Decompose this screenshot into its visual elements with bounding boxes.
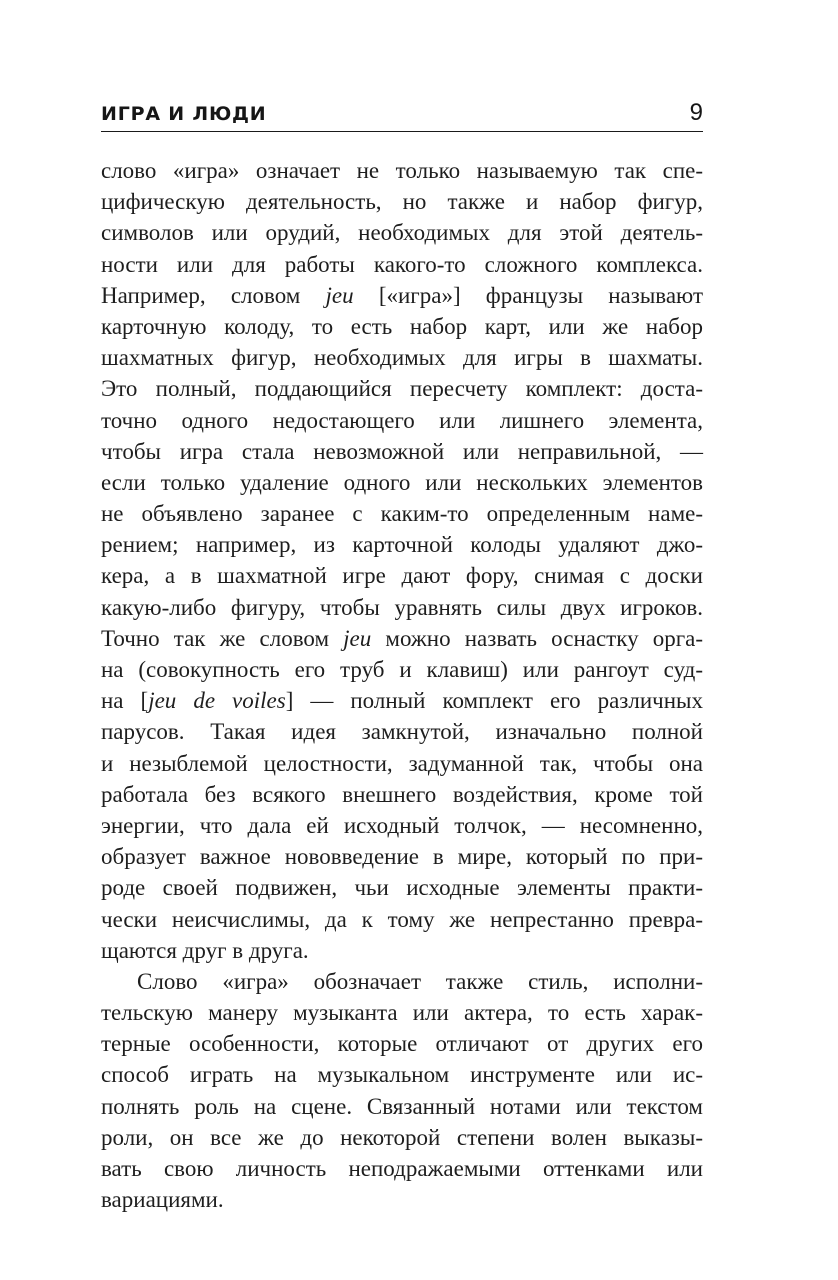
text-line: терные особенности, которые отличают от других его: [101, 1031, 703, 1057]
text-line: энергии, что дала ей исходный толчок, — несомненно,: [101, 812, 703, 838]
text-segment: на [: [101, 688, 149, 714]
italic-term: jeu de voiles: [148, 688, 286, 714]
text-segment: ] — полный комплект его различных: [285, 688, 703, 714]
text-line: карточную колоду, то есть набор карт, или же набор: [101, 313, 703, 339]
text-line: полнять роль на сцене. Связанный нотами или текстом: [101, 1093, 703, 1119]
text-line: на (совокупность его труб и клавиш) или рангоут суд-: [101, 657, 703, 682]
text-line: и незыблемой целостности, задуманной так, чтобы она: [101, 750, 703, 776]
text-line: [101, 280, 703, 311]
text-line: [101, 685, 703, 716]
text-line: роли, он все же до некоторой степени волен выказы-: [101, 1124, 703, 1150]
text-line: символов или орудий, необходимых для этой деятель-: [101, 220, 703, 246]
book-page: [101, 96, 703, 1215]
text-line: способ играть на музыкальном инструменте или ис-: [101, 1062, 703, 1088]
text-segment: [«игра»] французы называют: [353, 282, 703, 308]
text-line: тельскую манеру музыканта или актера, то есть харак-: [101, 1000, 703, 1026]
text-line: цифическую деятельность, но также и набор фигур,: [101, 189, 703, 215]
text-line: парусов. Такая идея замкнутой, изначально полной: [101, 719, 703, 745]
italic-term: jeu: [325, 282, 354, 308]
text-line: не объявлено заранее с каким-то определенным наме-: [101, 501, 703, 527]
text-line: [101, 623, 703, 654]
text-line: образует важное нововведение в мире, который по при-: [101, 844, 703, 870]
page-number: 9: [689, 99, 703, 126]
text-line: Это полный, поддающийся пересчету комплект: доста-: [101, 376, 703, 402]
text-line: если только удаление одного или нескольких элементов: [101, 469, 703, 495]
text-line: чтобы игра стала невозможной или неправильной, —: [101, 438, 703, 464]
running-header: [101, 96, 703, 132]
italic-term: jeu: [343, 625, 372, 651]
text-line: ности или для работы какого-то сложного комплекса.: [101, 251, 703, 277]
text-line: слово «игра» означает не только называемую так спе-: [101, 158, 703, 183]
text-line: вать свою личность неподражаемыми оттенками или: [101, 1156, 703, 1181]
text-line: точно одного недостающего или лишнего элемента,: [101, 407, 703, 433]
text-segment: можно назвать оснастку орга-: [371, 625, 703, 651]
text-segment: Например, словом: [101, 282, 326, 308]
text-line: роде своей подвижен, чьи исходные элементы практи-: [101, 875, 703, 901]
text-line: рением; например, из карточной колоды удаляют джо-: [101, 532, 703, 558]
text-line: кера, а в шахматной игре дают фору, снимая с доски: [101, 563, 703, 589]
text-line: чески неисчислимы, да к тому же непрестанно превра-: [101, 906, 703, 932]
body-text: [101, 155, 703, 1215]
text-line: вариациями.: [101, 1187, 224, 1213]
text-segment: Точно так же словом: [101, 625, 344, 651]
text-line: щаются друг в друга.: [101, 937, 309, 963]
text-line: какую-либо фигуру, чтобы уравнять силы двух игроков.: [101, 594, 703, 620]
running-title: ИГРА И ЛЮДИ: [101, 103, 267, 125]
text-line: шахматных фигур, необходимых для игры в шахматы.: [101, 345, 703, 371]
text-line: работала без всякого внешнего воздействия, кроме той: [101, 781, 703, 807]
text-line: Слово «игра» обозначает также стиль, исполни-: [137, 968, 703, 994]
